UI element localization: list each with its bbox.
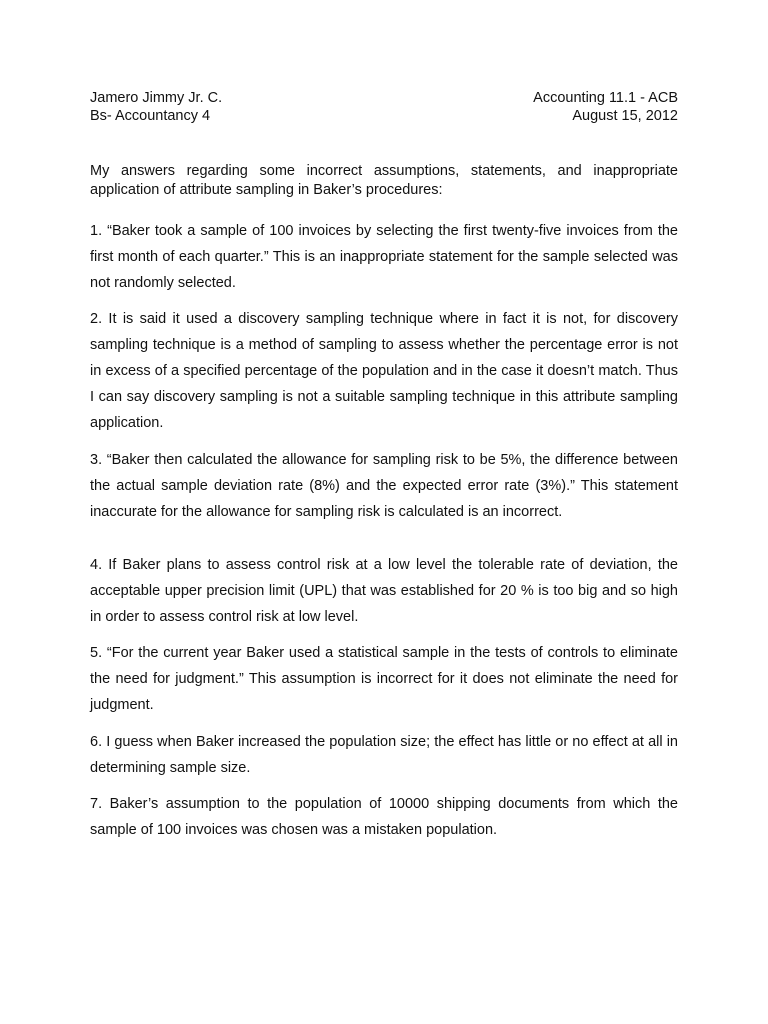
author-name: Jamero Jimmy Jr. C. xyxy=(90,90,223,106)
answer-paragraph-6: 6. I guess when Baker increased the population size; the effect has little or no effect at all in determining sample size. xyxy=(90,734,678,776)
answer-paragraph-5: 5. “For the current year Baker used a statistical sample in the tests of controls to eliminate the need for judgment.” This assumption is incorrect for it does not eliminate the need for judgment. xyxy=(90,645,678,713)
answer-paragraph-4: 4. If Baker plans to assess control risk at a low level the tolerable rate of deviation, the acceptable upper precision limit (UPL) that was established for 20 % is too big and so high in order to assess control risk at low level. xyxy=(90,557,678,625)
date-label: August 15, 2012 xyxy=(572,108,678,124)
intro-paragraph: My answers regarding some incorrect assumptions, statements, and inappropriate application of attribute sampling in Baker’s procedures: xyxy=(90,163,678,198)
answer-paragraph-1: 1. “Baker took a sample of 100 invoices by selecting the first twenty-five invoices from the first month of each quarter.” This is an inappropriate statement for the sample selected was not randomly selected. xyxy=(90,223,678,291)
answer-paragraph-7: 7. Baker’s assumption to the population of 10000 shipping documents from which the sample of 100 invoices was chosen was a mistaken population. xyxy=(90,796,678,838)
course-label: Accounting 11.1 - ACB xyxy=(533,90,678,106)
answer-paragraph-2: 2. It is said it used a discovery sampling technique where in fact it is not, for discovery sampling technique is a method of sampling to assess whether the percentage error is not in excess of a specified percentage of the population and in the case it doesn’t match. Thus I can say discovery sampling is not a suitable sampling technique in this attribute sampling application. xyxy=(90,311,678,431)
program-label: Bs- Accountancy 4 xyxy=(90,108,211,124)
answer-paragraph-3: 3. “Baker then calculated the allowance for sampling risk to be 5%, the difference between the actual sample deviation rate (8%) and the expected error rate (3%).” This statement inaccurate for the allowance for sampling risk is calculated is an incorrect. xyxy=(90,452,678,520)
